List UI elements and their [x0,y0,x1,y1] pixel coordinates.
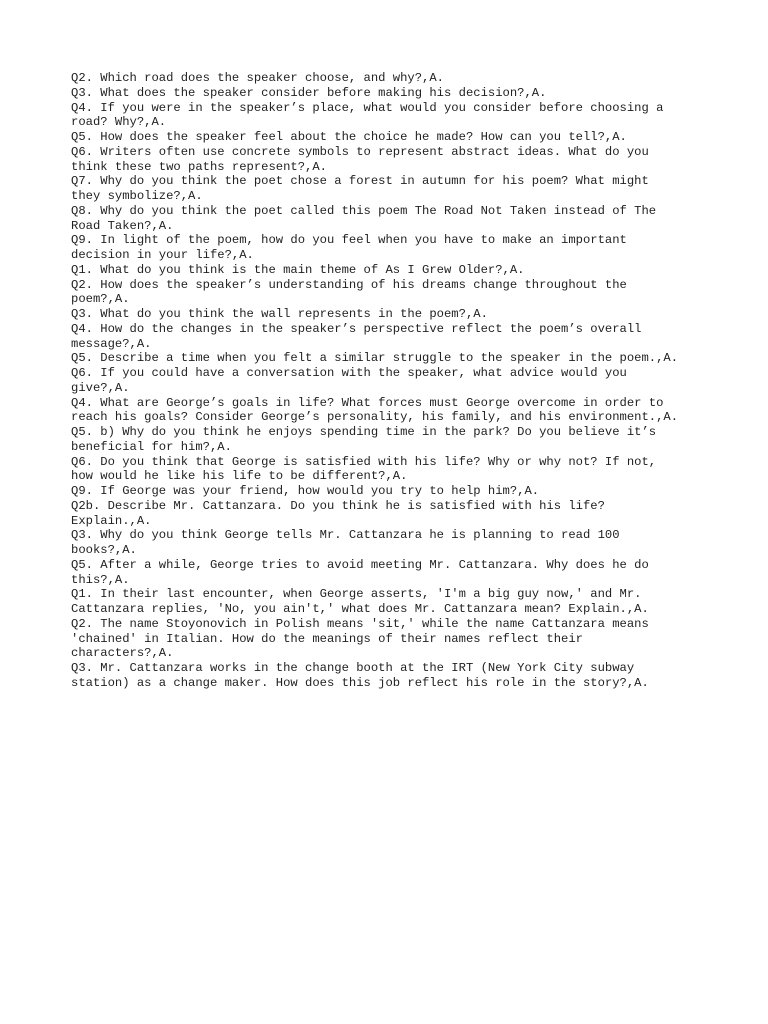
text-line: Q6. Do you think that George is satisfied with his life? Why or why not? If not, [71,454,657,469]
text-line: Q2b. Describe Mr. Cattanzara. Do you think he is satisfied with his life? [71,498,605,513]
text-line: give?,A. [71,380,130,395]
text-line: Q8. Why do you think the poet called this poem The Road Not Taken instead of The [71,203,657,218]
text-line: Q1. What do you think is the main theme of As I Grew Older?,A. [71,262,525,277]
text-line: decision in your life?,A. [71,248,254,262]
text-line: books?,A. [71,543,137,557]
text-line: how would he like his life to be different?,A. [71,469,408,484]
text-line: Q2. How does the speaker’s understanding of his dreams change throughout the [71,277,627,292]
text-line: Explain.,A. [71,513,152,528]
text-line: Cattanzara replies, 'No, you ain't,' what does Mr. Cattanzara mean? Explain.,A. [71,602,649,616]
text-line: Q5. How does the speaker feel about the choice he made? How can you tell?,A. [71,130,627,144]
text-line: 'chained' in Italian. How do the meanings of their names reflect their [71,631,583,646]
text-line: Q6. Writers often use concrete symbols to represent abstract ideas. What do you [71,144,649,159]
text-line: Q4. If you were in the speaker’s place, what would you consider before choosing a [71,100,664,115]
text-line: Q1. In their last encounter, when George asserts, 'I'm a big guy now,' and Mr. [71,587,642,602]
text-line: Q7. Why do you think the poet chose a forest in autumn for his poem? What might [71,174,649,189]
document-page [71,71,711,691]
text-line: Q6. If you could have a conversation with the speaker, what advice would you [71,366,627,380]
text-line: station) as a change maker. How does this job reflect his role in the story?,A. [71,675,649,690]
text-line: Q4. What are George’s goals in life? What forces must George overcome in order to [71,395,664,410]
text-line: Q4. How do the changes in the speaker’s perspective reflect the poem’s overall [71,321,642,336]
text-line: think these two paths represent?,A. [71,159,327,174]
text-line: road? Why?,A. [71,115,167,130]
text-line: reach his goals? Consider George’s personality, his family, and his environment.,A. [71,410,679,425]
text-line: Q5. After a while, George tries to avoid meeting Mr. Cattanzara. Why does he do [71,557,649,572]
text-line: Q3. Why do you think George tells Mr. Cattanzara he is planning to read 100 [71,528,620,543]
text-line: Q3. What do you think the wall represents in the poem?,A. [71,307,488,321]
text-line: Q5. Describe a time when you felt a similar struggle to the speaker in the poem.,A. [71,351,679,366]
text-line: Q2. Which road does the speaker choose, and why?,A. [71,71,444,85]
text-line: they symbolize?,A. [71,189,203,203]
text-line: poem?,A. [71,292,130,307]
text-line: Q3. Mr. Cattanzara works in the change booth at the IRT (New York City subway [71,661,635,675]
text-line: Q9. If George was your friend, how would you try to help him?,A. [71,484,540,498]
text-line: Q3. What does the speaker consider before making his decision?,A. [71,85,547,100]
text-line: Q5. b) Why do you think he enjoys spending time in the park? Do you believe it’s [71,425,657,439]
text-line: Road Taken?,A. [71,218,174,233]
text-line: this?,A. [71,572,130,587]
text-line: characters?,A. [71,646,174,661]
text-line: beneficial for him?,A. [71,439,232,454]
text-line: message?,A. [71,336,152,351]
text-line: Q2. The name Stoyonovich in Polish means 'sit,' while the name Cattanzara means [71,616,649,631]
text-line: Q9. In light of the poem, how do you feel when you have to make an important [71,233,627,248]
